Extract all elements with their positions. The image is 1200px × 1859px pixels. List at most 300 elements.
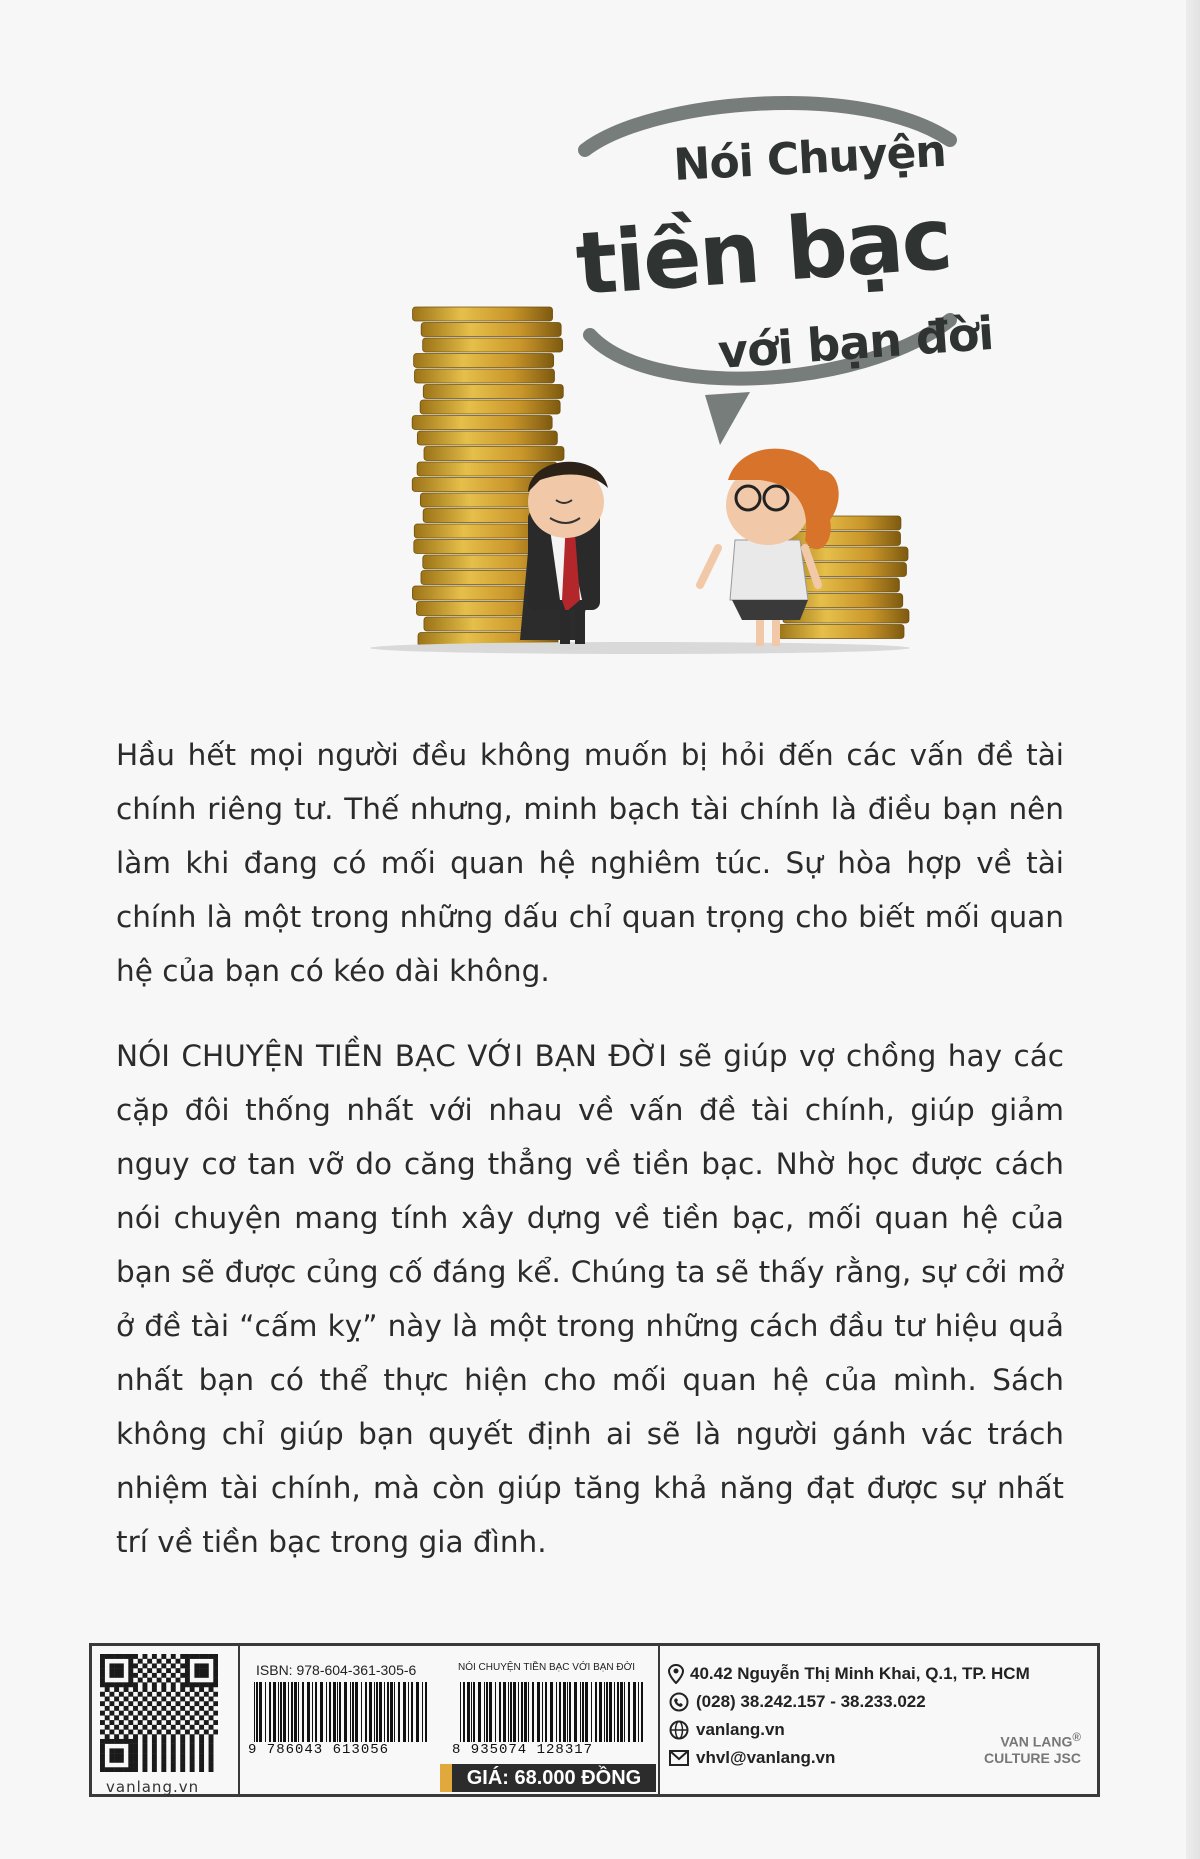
barcode-bar (278, 1682, 279, 1742)
qr-module (109, 1758, 114, 1763)
qr-module (213, 1673, 218, 1678)
qr-module (124, 1687, 129, 1692)
qr-module (171, 1725, 176, 1730)
qr-module (105, 1654, 110, 1659)
qr-module (190, 1748, 195, 1753)
barcode-bar (518, 1682, 519, 1742)
qr-module (199, 1654, 204, 1659)
qr-module (152, 1734, 157, 1739)
qr-module (194, 1654, 199, 1659)
qr-module (185, 1730, 190, 1735)
qr-module (119, 1753, 124, 1758)
qr-module (190, 1763, 195, 1768)
qr-module (180, 1706, 185, 1711)
barcode-bar (350, 1682, 351, 1742)
coin (423, 338, 563, 352)
qr-module (124, 1706, 129, 1711)
qr-module (105, 1739, 110, 1744)
qr-module (133, 1725, 138, 1730)
qr-module (152, 1654, 157, 1659)
qr-module (180, 1673, 185, 1678)
qr-module (199, 1744, 204, 1749)
barcode-bar (542, 1682, 543, 1742)
qr-module (199, 1758, 204, 1763)
barcode-bar (365, 1682, 367, 1742)
isbn-label: ISBN: 978-604-361-305-6 (256, 1662, 417, 1678)
qr-module (190, 1744, 195, 1749)
qr-module (166, 1711, 171, 1716)
qr-module (199, 1706, 204, 1711)
qr-module (180, 1663, 185, 1668)
qr-module (176, 1701, 181, 1706)
barcode-bar (537, 1682, 540, 1742)
qr-module (199, 1668, 204, 1673)
barcode-bar (394, 1682, 395, 1742)
qr-module (133, 1748, 138, 1753)
qr-module (190, 1687, 195, 1692)
barcode-bar (582, 1682, 584, 1742)
barcode-bar (294, 1682, 297, 1742)
barcode-bar (486, 1682, 488, 1742)
barcode-bar (329, 1682, 331, 1742)
qr-module (114, 1654, 119, 1659)
qr-module (133, 1706, 138, 1711)
barcode-bar (567, 1682, 568, 1742)
qr-module (133, 1682, 138, 1687)
qr-module (190, 1758, 195, 1763)
qr-module (157, 1668, 162, 1673)
qr-module (119, 1730, 124, 1735)
qr-module (180, 1682, 185, 1687)
coin (417, 431, 557, 445)
brand-registered-mark: ® (1072, 1731, 1081, 1744)
coin (412, 416, 552, 430)
barcode-bar (528, 1682, 529, 1742)
qr-code (100, 1654, 218, 1772)
product-barcode (458, 1682, 648, 1744)
barcode-bar (425, 1682, 427, 1742)
qr-module (114, 1673, 119, 1678)
barcode-bar (624, 1682, 625, 1742)
qr-module (194, 1673, 199, 1678)
qr-module (100, 1744, 105, 1749)
qr-module (142, 1725, 147, 1730)
qr-module (138, 1659, 143, 1664)
qr-module (119, 1663, 124, 1668)
qr-module (128, 1730, 133, 1735)
qr-module (171, 1682, 176, 1687)
isbn-barcode-digits: 9 786043 613056 (248, 1742, 390, 1758)
qr-module (152, 1715, 157, 1720)
qr-module (133, 1753, 138, 1758)
qr-module (213, 1654, 218, 1659)
barcode-bar (563, 1682, 566, 1742)
qr-module (109, 1748, 114, 1753)
qr-module (119, 1748, 124, 1753)
qr-module (133, 1739, 138, 1744)
barcode-bar (484, 1682, 485, 1742)
barcode-bar (398, 1682, 400, 1742)
qr-module (142, 1744, 147, 1749)
qr-module (185, 1654, 190, 1659)
qr-module (133, 1767, 138, 1772)
coin (414, 369, 554, 383)
barcode-bar (495, 1682, 496, 1742)
qr-module (194, 1668, 199, 1673)
qr-module (152, 1758, 157, 1763)
brand-line1: VAN LANG (1000, 1733, 1073, 1750)
barcode-bar (302, 1682, 304, 1742)
qr-module (147, 1678, 152, 1683)
qr-module (109, 1692, 114, 1697)
qr-module (176, 1668, 181, 1673)
qr-module (171, 1734, 176, 1739)
qr-module (100, 1654, 105, 1659)
barcode-bar (269, 1682, 271, 1742)
qr-module (114, 1696, 119, 1701)
qr-module (204, 1668, 209, 1673)
qr-module (209, 1696, 214, 1701)
qr-module (133, 1734, 138, 1739)
product-barcode-digits: 8 935074 128317 (452, 1742, 594, 1758)
qr-module (142, 1706, 147, 1711)
ground-shadow (370, 642, 910, 654)
blurb-text (116, 728, 1064, 1600)
qr-module (152, 1663, 157, 1668)
qr-module (100, 1720, 105, 1725)
qr-module (185, 1682, 190, 1687)
email-text[interactable]: vhvl@vanlang.vn (696, 1748, 836, 1767)
qr-module (133, 1663, 138, 1668)
barcode-bar (259, 1682, 262, 1742)
qr-module (161, 1753, 166, 1758)
barcode-bar (638, 1682, 639, 1742)
qr-module (171, 1739, 176, 1744)
divider (658, 1646, 660, 1794)
qr-module (157, 1692, 162, 1697)
qr-module (114, 1753, 119, 1758)
qr-module (194, 1692, 199, 1697)
barcode-bar (473, 1682, 475, 1742)
qr-module (194, 1730, 199, 1735)
qr-module (119, 1701, 124, 1706)
qr-module (109, 1673, 114, 1678)
qr-module (190, 1696, 195, 1701)
qr-module (100, 1753, 105, 1758)
qr-module (133, 1744, 138, 1749)
qr-module (213, 1682, 218, 1687)
barcode-bar (344, 1682, 347, 1742)
qr-module (209, 1758, 214, 1763)
barcode-bar (320, 1682, 323, 1742)
barcode-bar (628, 1682, 630, 1742)
qr-module (114, 1748, 119, 1753)
email-row (668, 1744, 968, 1772)
qr-module (161, 1748, 166, 1753)
globe-icon (668, 1719, 690, 1741)
qr-module (109, 1668, 114, 1673)
qr-module (157, 1711, 162, 1716)
barcode-bar (312, 1682, 313, 1742)
qr-module (138, 1701, 143, 1706)
barcode-bar (411, 1682, 413, 1742)
qr-module (100, 1692, 105, 1697)
address-row (668, 1660, 1030, 1688)
qr-module (133, 1696, 138, 1701)
qr-module (185, 1663, 190, 1668)
qr-module (124, 1654, 129, 1659)
qr-module (124, 1734, 129, 1739)
illustration-art (0, 0, 1200, 700)
qr-module (199, 1673, 204, 1678)
coin (421, 323, 561, 337)
brand-line2: CULTURE JSC (984, 1749, 1081, 1766)
blurb-paragraph-2 (116, 1029, 1064, 1569)
barcode-bar (408, 1682, 409, 1742)
qr-module (124, 1715, 129, 1720)
qr-module (161, 1673, 166, 1678)
cover-title-line2: tiền bạc (573, 189, 954, 315)
qr-module (119, 1720, 124, 1725)
qr-module (142, 1673, 147, 1678)
coin (414, 354, 554, 368)
qr-module (157, 1720, 162, 1725)
barcode-bar (376, 1682, 378, 1742)
qr-module (171, 1654, 176, 1659)
qr-module (105, 1706, 110, 1711)
qr-module (142, 1663, 147, 1668)
qr-module (190, 1654, 195, 1659)
qr-module (114, 1734, 119, 1739)
qr-module (138, 1711, 143, 1716)
qr-module (119, 1711, 124, 1716)
qr-module (157, 1659, 162, 1664)
barcode-bar (254, 1682, 255, 1742)
qr-module (171, 1744, 176, 1749)
qr-url: vanlang.vn (106, 1778, 200, 1796)
qr-module (128, 1753, 133, 1758)
qr-module (185, 1720, 190, 1725)
qr-module (185, 1678, 190, 1683)
barcode-bar (265, 1682, 266, 1742)
qr-module (119, 1654, 124, 1659)
qr-module (105, 1715, 110, 1720)
barcode-bar (585, 1682, 588, 1742)
qr-module (114, 1758, 119, 1763)
qr-module (166, 1701, 171, 1706)
qr-module (209, 1763, 214, 1768)
price-label: GIÁ: 68.000 ĐỒNG (452, 1764, 656, 1792)
qr-module (100, 1748, 105, 1753)
qr-module (209, 1715, 214, 1720)
qr-module (100, 1739, 105, 1744)
qr-module (213, 1668, 218, 1673)
qr-module (138, 1678, 143, 1683)
qr-module (152, 1753, 157, 1758)
qr-module (204, 1701, 209, 1706)
qr-module (133, 1763, 138, 1768)
publisher-brand (984, 1730, 1081, 1766)
barcode-bar (369, 1682, 372, 1742)
barcode-bar (471, 1682, 472, 1742)
qr-module (147, 1692, 152, 1697)
qr-module (176, 1692, 181, 1697)
qr-module (166, 1720, 171, 1725)
qr-module (124, 1725, 129, 1730)
qr-module (180, 1753, 185, 1758)
qr-module (128, 1720, 133, 1725)
barcode-bar (489, 1682, 492, 1742)
website-text[interactable]: vanlang.vn (696, 1720, 785, 1739)
barcode-bar (510, 1682, 512, 1742)
barcode-bar (606, 1682, 608, 1742)
qr-module (109, 1753, 114, 1758)
qr-module (209, 1654, 214, 1659)
divider (238, 1646, 240, 1794)
location-pin-icon (668, 1663, 684, 1685)
qr-module (185, 1673, 190, 1678)
qr-module (194, 1711, 199, 1716)
qr-module (185, 1701, 190, 1706)
qr-module (166, 1659, 171, 1664)
qr-module (105, 1682, 110, 1687)
qr-module (161, 1706, 166, 1711)
qr-module (128, 1654, 133, 1659)
barcode-bar (326, 1682, 327, 1742)
barcode-bar (609, 1682, 612, 1742)
coin (413, 307, 553, 321)
title-small-label: NÓI CHUYỆN TIỀN BẠC VỚI BẠN ĐỜI (458, 1662, 635, 1673)
qr-module (152, 1682, 157, 1687)
qr-module (190, 1753, 195, 1758)
barcode-bar (503, 1682, 506, 1742)
qr-module (114, 1687, 119, 1692)
cover-title-line1: Nói Chuyện (672, 125, 947, 191)
qr-module (109, 1663, 114, 1668)
qr-module (161, 1739, 166, 1744)
qr-module (100, 1730, 105, 1735)
barcode-bar (361, 1682, 362, 1742)
qr-module (133, 1654, 138, 1659)
barcode-bar (416, 1682, 419, 1742)
qr-module (199, 1687, 204, 1692)
barcode-bar (595, 1682, 597, 1742)
barcode-bar (355, 1682, 358, 1742)
barcode-bar (403, 1682, 406, 1742)
qr-module (190, 1725, 195, 1730)
qr-module (161, 1725, 166, 1730)
qr-module (142, 1682, 147, 1687)
qr-module (119, 1739, 124, 1744)
qr-module (194, 1720, 199, 1725)
barcode-bar (633, 1682, 636, 1742)
qr-module (142, 1734, 147, 1739)
qr-module (105, 1696, 110, 1701)
book-title-caps: NÓI CHUYỆN TIỀN BẠC VỚI BẠN ĐỜI (116, 1039, 667, 1073)
qr-module (109, 1701, 114, 1706)
qr-module (213, 1692, 218, 1697)
qr-module (133, 1715, 138, 1720)
qr-module (180, 1744, 185, 1749)
qr-module (124, 1682, 129, 1687)
qr-module (199, 1739, 204, 1744)
qr-module (105, 1687, 110, 1692)
qr-module (166, 1730, 171, 1735)
qr-module (209, 1744, 214, 1749)
qr-module (161, 1682, 166, 1687)
qr-module (152, 1748, 157, 1753)
isbn-barcode (252, 1682, 432, 1744)
qr-module (128, 1758, 133, 1763)
qr-module (176, 1730, 181, 1735)
publisher-contact (668, 1660, 1030, 1772)
cover-title-line3: với bạn đời (716, 305, 995, 379)
qr-module (105, 1734, 110, 1739)
qr-module (171, 1763, 176, 1768)
coin (778, 625, 904, 639)
qr-module (180, 1767, 185, 1772)
qr-module (194, 1682, 199, 1687)
qr-module (100, 1758, 105, 1763)
qr-module (180, 1734, 185, 1739)
barcode-bar (460, 1682, 461, 1742)
qr-module (190, 1682, 195, 1687)
qr-module (100, 1668, 105, 1673)
qr-module (114, 1725, 119, 1730)
barcode-bar (307, 1682, 310, 1742)
barcode-bar (387, 1682, 389, 1742)
qr-module (119, 1758, 124, 1763)
qr-module (204, 1711, 209, 1716)
qr-module (133, 1673, 138, 1678)
barcode-bar (617, 1682, 619, 1742)
qr-module (152, 1763, 157, 1768)
qr-module (128, 1678, 133, 1683)
qr-module (171, 1715, 176, 1720)
qr-module (138, 1692, 143, 1697)
barcode-bar (280, 1682, 282, 1742)
barcode-bar (550, 1682, 553, 1742)
qr-module (171, 1673, 176, 1678)
qr-module (109, 1739, 114, 1744)
barcode-bar (580, 1682, 581, 1742)
coin (424, 447, 564, 461)
qr-module (147, 1730, 152, 1735)
qr-module (119, 1668, 124, 1673)
qr-module (209, 1753, 214, 1758)
address-text: 40.42 Nguyễn Thị Minh Khai, Q.1, TP. HCM (690, 1664, 1030, 1683)
barcode-bar (508, 1682, 509, 1742)
qr-module (171, 1753, 176, 1758)
qr-module (105, 1725, 110, 1730)
barcode-bar (559, 1682, 561, 1742)
qr-module (138, 1668, 143, 1673)
qr-module (128, 1668, 133, 1673)
qr-module (128, 1682, 133, 1687)
qr-module (209, 1682, 214, 1687)
barcode-bar (532, 1682, 534, 1742)
qr-module (124, 1696, 129, 1701)
qr-module (199, 1748, 204, 1753)
qr-module (199, 1763, 204, 1768)
barcode-bar (524, 1682, 527, 1742)
qr-module (152, 1767, 157, 1772)
website-row (668, 1716, 968, 1744)
barcode-bar (283, 1682, 286, 1742)
qr-module (185, 1668, 190, 1673)
barcode-bar (374, 1682, 375, 1742)
barcode-bar (574, 1682, 577, 1742)
